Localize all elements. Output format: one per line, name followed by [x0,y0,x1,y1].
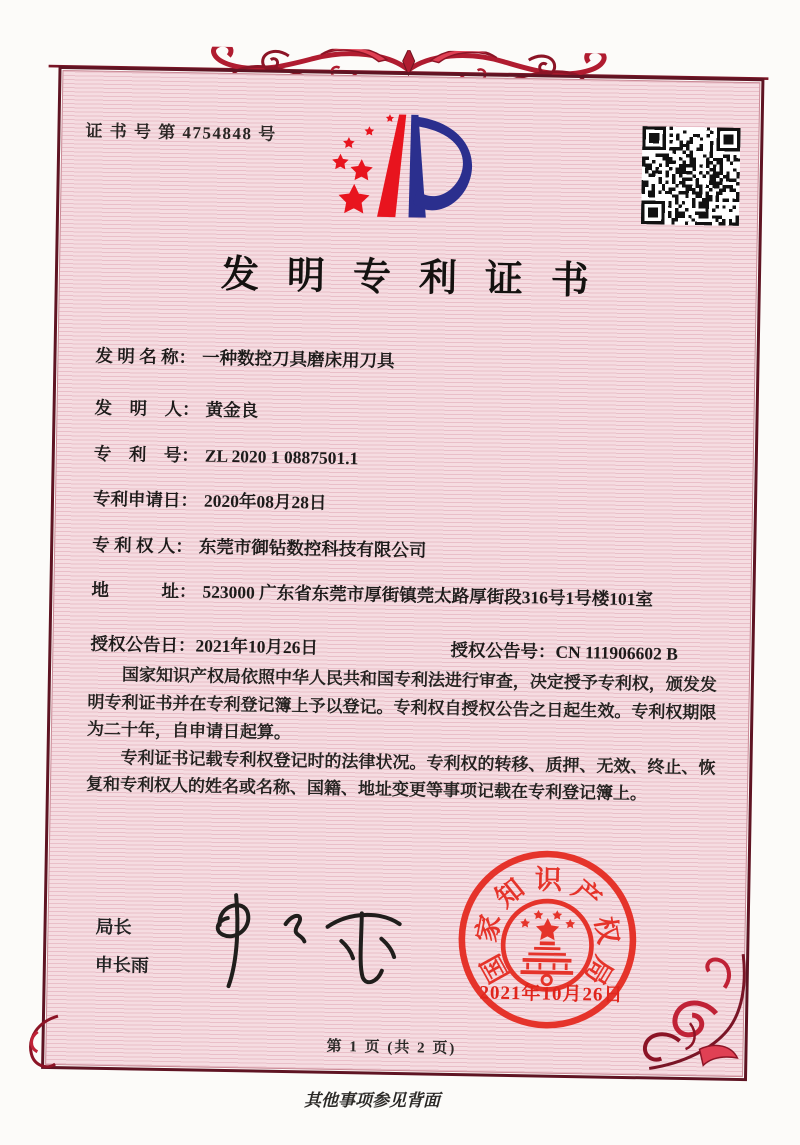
field-patentee [92,532,730,570]
seal-char: 产 [566,874,607,915]
qr-code [641,126,741,226]
field-label: 发 明 名 称： [95,345,197,368]
field-label: 授权公告号： [450,639,556,662]
corner-flourish [619,952,751,1082]
field-application-date [93,486,731,524]
signer-title: 局长 [95,916,132,938]
field-value: CN 111906602 B [555,641,679,664]
field-value: 2020年08月28日 [203,490,327,513]
certificate-number: 证 书 号 第 4754848 号 [85,121,277,144]
national-emblem-icon [502,900,592,990]
field-grant-number [450,637,678,666]
seal-char: 识 [534,864,563,896]
field-grant-date [90,631,318,660]
field-value: 2021年10月26日 [195,635,319,658]
certificate-title: 发明专利证书 [220,253,618,303]
seal-char: 权 [589,914,624,947]
field-address [91,577,729,615]
field-invention-name [95,343,733,381]
field-label: 地 址： [91,579,197,602]
field-patent-number [94,441,732,479]
cnipa-logo-icon [312,100,502,241]
field-value: 一种数控刀具磨床用刀具 [201,347,395,371]
signer-name: 申长雨 [94,954,150,976]
field-inventor [94,395,732,433]
legal-text [86,661,722,810]
corner-flourish-small [17,1011,64,1074]
field-label: 专 利 号： [93,443,199,466]
handwritten-signature [188,882,425,998]
field-label: 发 明 人： [94,397,200,420]
field-label: 授权公告日： [90,633,196,656]
seal-date: 2021年10月26日 [479,982,624,1006]
legal-paragraph-2: 专利证书记载专利权登记时的法律状况。专利权的转移、质押、无效、终止、恢复和专利权人的姓名或名称、国籍、地址变更等事项记载在专利登记簿上。 [85,747,716,804]
legal-paragraph-1: 国家知识产权局依照中华人民共和国专利法进行审查，决定授予专利权，颁发发明专利证书并在专利登记簿上予以登记。专利权自授权公告之日起生效。专利权期限为二十年，自申请日起算。 [86,665,718,743]
field-label: 专 利 权 人： [92,534,194,557]
seal-char: 国 [475,949,515,988]
field-value: 黄金良 [205,399,259,421]
footer-note: 其他事项参见背面 [304,1091,440,1110]
seal-char: 局 [578,950,619,990]
field-value: 523000 广东省东莞市厚街镇莞太路厚街段316号1号楼101室 [202,581,654,610]
seal-char: 家 [471,911,507,945]
seal-char: 知 [489,872,530,914]
field-label: 专利申请日： [92,488,199,511]
field-value: 东莞市御钻数控科技有限公司 [198,536,427,561]
field-value: ZL 2020 1 0887501.1 [204,445,359,469]
page-info: 第 1 页 (共 2 页) [326,1038,457,1058]
